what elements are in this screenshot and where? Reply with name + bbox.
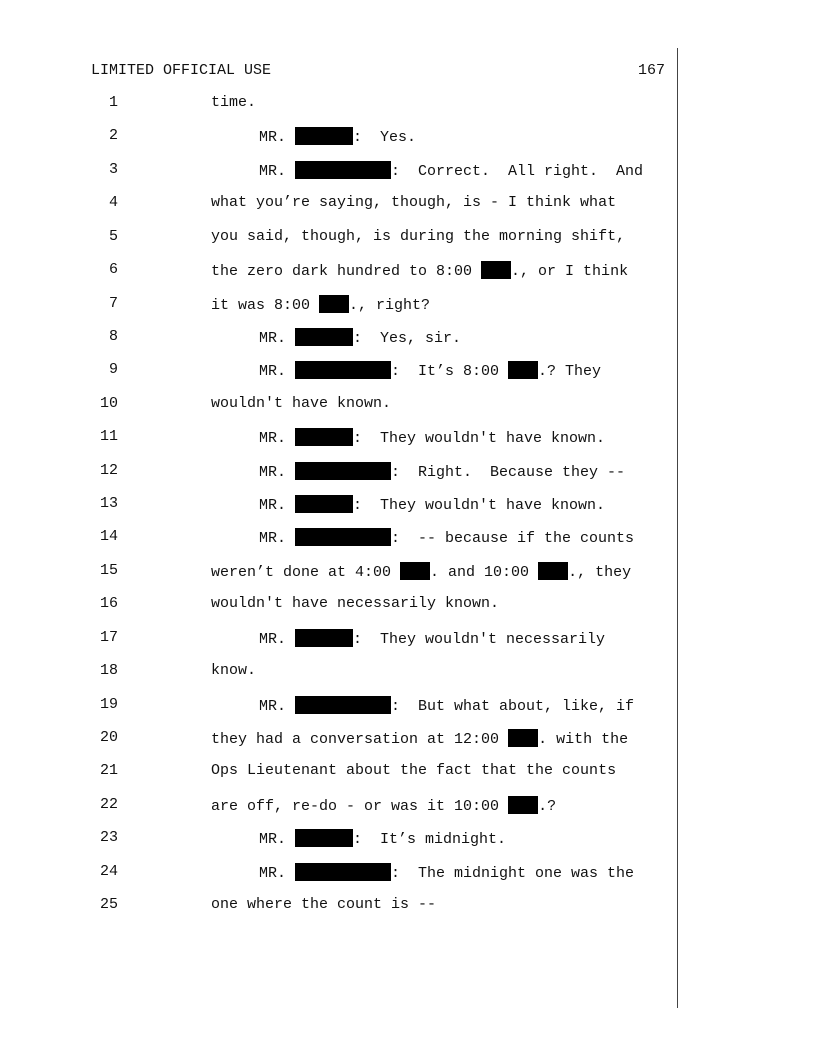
line-number: 6 (108, 261, 118, 278)
line-text: are off, re-do - or was it 10:00 (211, 798, 509, 815)
line-number: 2 (108, 127, 118, 144)
transcript-line (211, 729, 628, 748)
redaction-block (508, 361, 538, 379)
line-text: MR. (259, 129, 296, 146)
line-text: : They wouldn't have known. (353, 430, 606, 447)
line-text: know. (211, 662, 257, 679)
transcript-line (259, 495, 605, 514)
line-number: 5 (108, 228, 118, 245)
line-text: MR. (259, 865, 296, 882)
redaction-block (295, 428, 353, 446)
transcript-line (211, 762, 616, 779)
transcript-line (211, 796, 556, 815)
line-number: 15 (99, 562, 118, 579)
line-text: time. (211, 94, 257, 111)
transcript-line (211, 395, 391, 412)
line-number: 19 (99, 696, 118, 713)
classification-header: LIMITED OFFICIAL USE (91, 62, 272, 79)
transcript-line (259, 829, 506, 848)
redaction-block (538, 562, 568, 580)
transcript-line (211, 562, 631, 581)
line-text: what you’re saying, though, is - I think what (211, 194, 617, 211)
line-text: MR. (259, 330, 296, 347)
redaction-block (295, 361, 391, 379)
line-number: 12 (99, 462, 118, 479)
line-text: : -- because if the counts (391, 530, 635, 547)
line-text: MR. (259, 698, 296, 715)
line-text: : But what about, like, if (391, 698, 635, 715)
line-number: 16 (99, 595, 118, 612)
redaction-block (400, 562, 430, 580)
line-number: 22 (99, 796, 118, 813)
transcript-line (259, 696, 634, 715)
margin-rule (677, 48, 678, 1008)
line-text: .? They (538, 363, 602, 380)
line-number: 17 (99, 629, 118, 646)
line-text: wouldn't have necessarily known. (211, 595, 500, 612)
redaction-block (319, 295, 349, 313)
page-number: 167 (637, 62, 665, 79)
line-text: : It’s 8:00 (391, 363, 509, 380)
line-text: . with the (538, 731, 629, 748)
transcript-line (211, 94, 256, 111)
line-number: 23 (99, 829, 118, 846)
transcript-line (211, 662, 256, 679)
line-text: weren’t done at 4:00 (211, 564, 401, 581)
line-number: 21 (99, 762, 118, 779)
transcript-line (259, 161, 643, 180)
transcript-line (259, 629, 605, 648)
redaction-block (295, 696, 391, 714)
line-number: 13 (99, 495, 118, 512)
transcript-line (211, 261, 628, 280)
line-number: 9 (108, 361, 118, 378)
line-text: MR. (259, 631, 296, 648)
line-text: : Yes. (353, 129, 417, 146)
line-text: MR. (259, 497, 296, 514)
redaction-block (481, 261, 511, 279)
line-number: 4 (108, 194, 118, 211)
line-text: MR. (259, 464, 296, 481)
line-number: 8 (108, 328, 118, 345)
transcript-line (259, 328, 461, 347)
line-text: it was 8:00 (211, 297, 320, 314)
line-text: the zero dark hundred to 8:00 (211, 263, 482, 280)
transcript-line (259, 462, 625, 481)
line-text: Ops Lieutenant about the fact that the counts (211, 762, 617, 779)
line-number: 25 (99, 896, 118, 913)
redaction-block (508, 729, 538, 747)
redaction-block (295, 462, 391, 480)
transcript-line (259, 528, 634, 547)
line-text: : Correct. All right. And (391, 163, 644, 180)
line-text: MR. (259, 363, 296, 380)
line-text: they had a conversation at 12:00 (211, 731, 509, 748)
transcript-line (259, 127, 416, 146)
transcript-line (259, 863, 634, 882)
line-text: MR. (259, 163, 296, 180)
redaction-block (295, 528, 391, 546)
line-number: 20 (99, 729, 118, 746)
transcript-line (211, 295, 430, 314)
line-text: : The midnight one was the (391, 865, 635, 882)
transcript-line (211, 896, 436, 913)
line-number: 1 (108, 94, 118, 111)
line-text: wouldn't have known. (211, 395, 392, 412)
line-number: 24 (99, 863, 118, 880)
line-text: ., right? (349, 297, 431, 314)
redaction-block (295, 328, 353, 346)
line-text: : Yes, sir. (353, 330, 462, 347)
line-text: ., they (568, 564, 632, 581)
line-text: : It’s midnight. (353, 831, 507, 848)
line-number: 10 (99, 395, 118, 412)
redaction-block (295, 495, 353, 513)
redaction-block (295, 127, 353, 145)
line-text: MR. (259, 530, 296, 547)
redaction-block (295, 863, 391, 881)
transcript-line (211, 228, 625, 245)
redaction-block (295, 829, 353, 847)
line-text: .? (538, 798, 557, 815)
transcript-line (211, 595, 499, 612)
transcript-line (211, 194, 616, 211)
redaction-block (295, 629, 353, 647)
line-text: : Right. Because they -- (391, 464, 626, 481)
line-text: one where the count is -- (211, 896, 437, 913)
line-number: 11 (99, 428, 118, 445)
line-number: 7 (108, 295, 118, 312)
line-text: : They wouldn't have known. (353, 497, 606, 514)
redaction-block (508, 796, 538, 814)
line-number: 3 (108, 161, 118, 178)
line-number: 18 (99, 662, 118, 679)
line-text: ., or I think (511, 263, 629, 280)
line-text: : They wouldn't necessarily (353, 631, 606, 648)
line-text: MR. (259, 430, 296, 447)
redaction-block (295, 161, 391, 179)
transcript-line (259, 428, 605, 447)
line-text: MR. (259, 831, 296, 848)
transcript-line (259, 361, 601, 380)
line-text: you said, though, is during the morning shift, (211, 228, 626, 245)
line-text: . and 10:00 (430, 564, 539, 581)
line-number: 14 (99, 528, 118, 545)
